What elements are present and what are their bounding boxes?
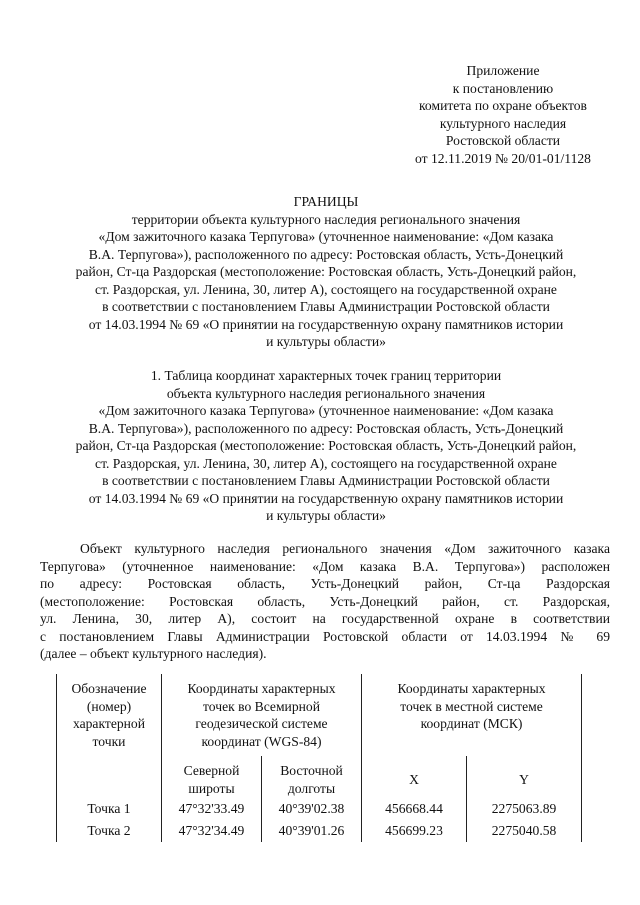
appendix-line: культурного наследия — [439, 115, 567, 131]
y-value: 2275063.89 — [467, 798, 582, 820]
paragraph-line: с постановлением Главы Администрации Ростовской области от 14.03.1994 № 69 — [40, 628, 610, 644]
paragraph-line: (далее – объект культурного наследия). — [40, 646, 267, 661]
section-line: «Дом зажиточного казака Терпугова» (уточненное наименование: «Дом казака — [98, 403, 554, 418]
title-line: ст. Раздорская, ул. Ленина, 30, литер А), состоящего на государственной охране — [95, 281, 557, 297]
y-header: Y — [467, 756, 582, 798]
title-heading: ГРАНИЦЫ — [293, 194, 359, 209]
description-paragraph — [40, 540, 610, 663]
section-line: объекта культурного наследия регионального значения — [166, 385, 486, 401]
table-header-row — [57, 674, 582, 756]
section-line: В.А. Терпугова»), расположенного по адресу: Ростовская область, Усть-Донецкий — [88, 420, 564, 436]
document-title — [40, 193, 612, 351]
title-line: в соответствии с постановлением Главы Администрации Ростовской области — [102, 299, 550, 314]
section-line: ст. Раздорская, ул. Ленина, 30, литер А), состоящего на государственной охране — [95, 455, 557, 471]
point-designation-header: Обозначение (номер) характерной точки — [57, 674, 162, 798]
paragraph-line: Терпугова» (уточненное наименование: «Дом казака В.А. Терпугова») расположен — [40, 558, 610, 574]
section-line: от 14.03.1994 № 69 «О принятии на государственную охрану памятников истории — [88, 490, 564, 506]
appendix-line: от 12.11.2019 № 20/01-01/1128 — [415, 150, 591, 166]
y-value: 2275040.58 — [467, 820, 582, 842]
title-line: район, Ст-ца Раздорская (местоположение: Ростовская область, Усть-Донецкий район, — [75, 264, 577, 279]
section-line: 1. Таблица координат характерных точек границ территории — [150, 368, 502, 383]
title-line: и культуры области» — [266, 334, 386, 349]
paragraph-line: (местоположение: Ростовская область, Усть-Донецкий район, ст. Раздорская, — [40, 593, 610, 609]
wgs84-header: Координаты характерных точек во Всемирной геодезической системе координат (WGS-84) — [162, 674, 362, 756]
msk-header: Координаты характерных точек в местной системе координат (МСК) — [362, 674, 582, 756]
table-row — [57, 820, 582, 842]
appendix-line: комитета по охране объектов — [419, 98, 587, 113]
section-line: и культуры области» — [266, 508, 386, 523]
latitude-value: 47°32'34.49 — [162, 820, 262, 842]
latitude-header: Северной широты — [162, 756, 262, 798]
paragraph-line: по адресу: Ростовская область, Усть-Донецкий район, Ст-ца Раздорская — [40, 576, 610, 591]
x-value: 456668.44 — [362, 798, 467, 820]
title-line: от 14.03.1994 № 69 «О принятии на государственную охрану памятников истории — [88, 316, 564, 332]
appendix-line: к постановлению — [452, 80, 554, 96]
title-line: территории объекта культурного наследия регионального значения — [131, 211, 521, 227]
appendix-line: Ростовской области — [445, 133, 561, 148]
longitude-value: 40°39'01.26 — [262, 820, 362, 842]
table-row — [57, 798, 582, 820]
x-header: X — [362, 756, 467, 798]
point-name: Точка 1 — [57, 798, 162, 820]
paragraph-line: ул. Ленина, 30, литер А), состоит на государственной охране в соответствии — [40, 611, 610, 626]
section-heading — [40, 367, 612, 525]
title-line: В.А. Терпугова»), расположенного по адресу: Ростовская область, Усть-Донецкий — [88, 246, 564, 262]
appendix-header — [390, 62, 616, 167]
x-value: 456699.23 — [362, 820, 467, 842]
section-line: район, Ст-ца Раздорская (местоположение: Ростовская область, Усть-Донецкий район, — [75, 438, 577, 453]
longitude-value: 40°39'02.38 — [262, 798, 362, 820]
point-name: Точка 2 — [57, 820, 162, 842]
coordinates-table — [56, 674, 582, 842]
appendix-line: Приложение — [466, 63, 540, 78]
paragraph-line: Объект культурного наследия регионального значения «Дом зажиточного казака — [80, 541, 610, 556]
title-line: «Дом зажиточного казака Терпугова» (уточненное наименование: «Дом казака — [98, 229, 554, 244]
longitude-header: Восточной долготы — [262, 756, 362, 798]
latitude-value: 47°32'33.49 — [162, 798, 262, 820]
section-line: в соответствии с постановлением Главы Администрации Ростовской области — [102, 473, 550, 488]
